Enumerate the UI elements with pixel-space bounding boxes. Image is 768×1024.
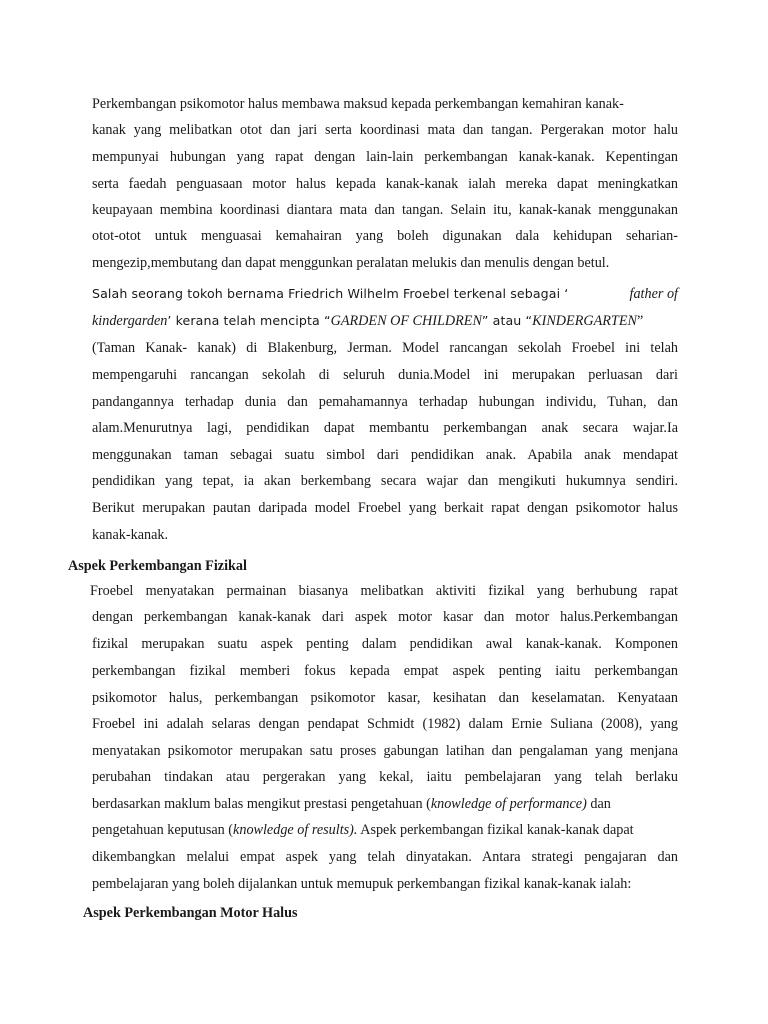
- text-line: (Taman Kanak- kanak) di Blakenburg, Jerman. Model rancangan sekolah Froebel ini telah: [92, 340, 678, 356]
- emphasis-text: kindergarden: [92, 313, 168, 329]
- text-span: ” atau “: [481, 313, 533, 328]
- text-span: ”: [636, 313, 644, 329]
- text-line: otot-otot untuk menguasai kemahairan yang boleh digunakan dala kehidupan seharian-: [92, 228, 678, 244]
- text-line: [92, 821, 634, 839]
- text-line: dikembangkan melalui empat aspek yang telah dinyatakan. Antara strategi pengajaran dan: [92, 849, 678, 865]
- text-span: ’ kerana telah mencipta “: [167, 313, 331, 328]
- text-line: [92, 795, 611, 813]
- text-line: keupayaan membina koordinasi diantara mata dan tangan. Selain itu, kanak-kanak menggunakan: [92, 202, 678, 218]
- text-line: pembelajaran yang boleh dijalankan untuk memupuk perkembangan fizikal kanak-kanak ialah:: [92, 876, 632, 892]
- text-line: fizikal merupakan suatu aspek penting dalam pendidikan awal kanak-kanak. Komponen: [92, 636, 678, 652]
- text-line: kanak-kanak.: [92, 527, 169, 543]
- emphasis-text: father of: [629, 286, 678, 302]
- text-line: pandangannya terhadap dunia dan pemahamannya terhadap hubungan individu, Tuhan, dan: [92, 394, 678, 410]
- text-line: Froebel ini adalah selaras dengan pendapat Schmidt (1982) dalam Ernie Suliana (2008), yang: [92, 716, 678, 732]
- text-line: Froebel menyatakan permainan biasanya melibatkan aktiviti fizikal yang berhubung rapat: [90, 583, 678, 599]
- text-span: dan: [586, 796, 611, 812]
- text-line: serta faedah penguasaan motor halus kepada kanak-kanak ialah mereka dapat meningkatkan: [92, 176, 678, 192]
- text-line: perubahan tindakan atau pergerakan yang kekal, iaitu pembelajaran yang telah berlaku: [92, 769, 678, 785]
- text-line: mempengaruhi rancangan sekolah di seluruh dunia.Model ini merupakan perluasan dari: [92, 367, 678, 383]
- text-line: kanak yang melibatkan otot dan jari serta koordinasi mata dan tangan. Pergerakan motor halu: [92, 122, 678, 138]
- emphasis-text: KINDERGARTEN: [532, 313, 637, 329]
- text-line: mempunyai hubungan yang rapat dengan lain-lain perkembangan kanak-kanak. Kepentingan: [92, 149, 678, 165]
- text-line: Berikut merupakan pautan daripada model Froebel yang berkait rapat dengan psikomotor halus: [92, 500, 678, 516]
- text-line: mengezip,membutang dan dapat menggunkan peralatan melukis dan menulis dengan betul.: [92, 255, 610, 271]
- text-span: Aspek perkembangan fizikal kanak-kanak dapat: [357, 822, 634, 838]
- emphasis-text: knowledge of performance): [430, 796, 587, 812]
- section-heading: Aspek Perkembangan Motor Halus: [83, 905, 298, 921]
- text-span: berdasarkan maklum balas mengikut prestasi pengetahuan (: [92, 796, 431, 812]
- text-line: alam.Menurutnya lagi, pendidikan dapat membantu perkembangan anak secara wajar.Ia: [92, 420, 678, 436]
- text-line: perkembangan fizikal memberi fokus kepada empat aspek penting iaitu perkembangan: [92, 663, 678, 679]
- text-line: psikomotor halus, perkembangan psikomotor kasar, kesihatan dan keselamatan. Kenyataan: [92, 690, 678, 706]
- text-line: pendidikan yang tepat, ia akan berkembang secara wajar dan mengikuti hukumnya sendiri.: [92, 473, 678, 489]
- text-line: [92, 285, 678, 303]
- text-line: [92, 312, 643, 330]
- text-span: Salah seorang tokoh bernama Friedrich Wilhelm Froebel terkenal sebagai ‘: [92, 286, 569, 301]
- section-heading: Aspek Perkembangan Fizikal: [68, 558, 247, 574]
- emphasis-text: knowledge of results).: [233, 822, 358, 838]
- text-line: dengan perkembangan kanak-kanak dari aspek motor kasar dan motor halus.Perkembangan: [92, 609, 678, 625]
- emphasis-text: GARDEN OF CHILDREN: [330, 313, 482, 329]
- text-line: Perkembangan psikomotor halus membawa maksud kepada perkembangan kemahiran kanak-: [92, 96, 624, 112]
- text-line: menyatakan psikomotor merupakan satu proses gabungan latihan dan pengalaman yang menjana: [92, 743, 678, 759]
- text-line: menggunakan taman sebagai suatu simbol dari pendidikan anak. Apabila anak mendapat: [92, 447, 678, 463]
- text-span: pengetahuan keputusan (: [92, 822, 234, 838]
